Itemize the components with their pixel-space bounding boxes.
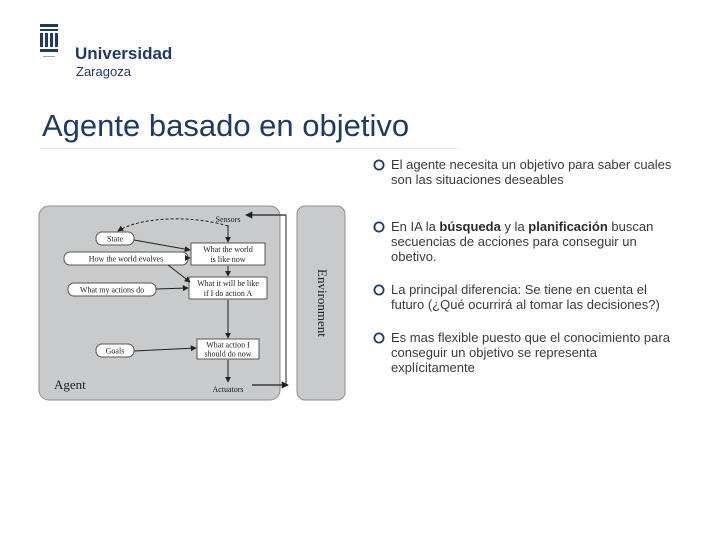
university-logo — [38, 22, 178, 79]
action-now-line1: What action I — [206, 340, 250, 350]
state-label: State — [107, 234, 123, 244]
title-divider — [40, 148, 460, 149]
bullet-item — [372, 157, 682, 187]
bullet-text-mid: y la — [500, 219, 529, 234]
university-crest-icon — [38, 22, 60, 62]
logo-city-text: Zaragoza — [76, 64, 131, 79]
world-now-line1: What the world — [203, 245, 253, 254]
bullet-keyword-busqueda: búsqueda — [439, 219, 501, 234]
slide-title: Agente basado en objetivo — [42, 108, 410, 143]
bullet-keyword-planificacion: planificación — [528, 219, 608, 234]
will-be-line1: What it will be like — [197, 279, 259, 288]
will-be-line2: if I do action A — [203, 289, 253, 298]
logo-university-text: Universidad — [75, 44, 173, 63]
bullet-item — [372, 219, 682, 264]
actuators-label: Actuators — [212, 385, 244, 394]
circle-bullet-icon — [373, 284, 385, 296]
bullet-text-pre: En IA la — [391, 219, 440, 234]
circle-bullet-icon — [373, 221, 385, 233]
bullet-text: El agente necesita un objetivo para saber cuales son las situaciones deseables — [391, 157, 672, 187]
action-now-line2: should do now — [204, 349, 252, 359]
bullet-item — [372, 282, 682, 312]
agent-panel — [39, 206, 280, 400]
bullet-list — [372, 157, 682, 375]
goal-based-agent-diagram — [38, 204, 346, 402]
environment-label: Environment — [315, 269, 331, 337]
agent-label: Agent — [54, 377, 86, 392]
circle-bullet-icon — [373, 159, 385, 171]
world-now-line2: is like now — [210, 255, 246, 264]
circle-bullet-icon — [373, 332, 385, 344]
actions-do-label: What my actions do — [79, 285, 145, 295]
bullet-text: La principal diferencia: Se tiene en cuenta el futuro (¿Qué ocurrirá al tomar las decisiones?) — [391, 282, 660, 312]
sensors-label: Sensors — [215, 215, 241, 224]
goals-label: Goals — [105, 346, 125, 356]
world-evolves-label: How the world evolves — [88, 254, 164, 264]
bullet-text: Es mas flexible puesto que el conocimiento para conseguir un objetivo se representa explícitamente — [391, 330, 670, 375]
bullet-text-post: buscan secuencias de acciones para conseguir un obetivo. — [391, 219, 654, 264]
bullet-item — [372, 330, 682, 375]
